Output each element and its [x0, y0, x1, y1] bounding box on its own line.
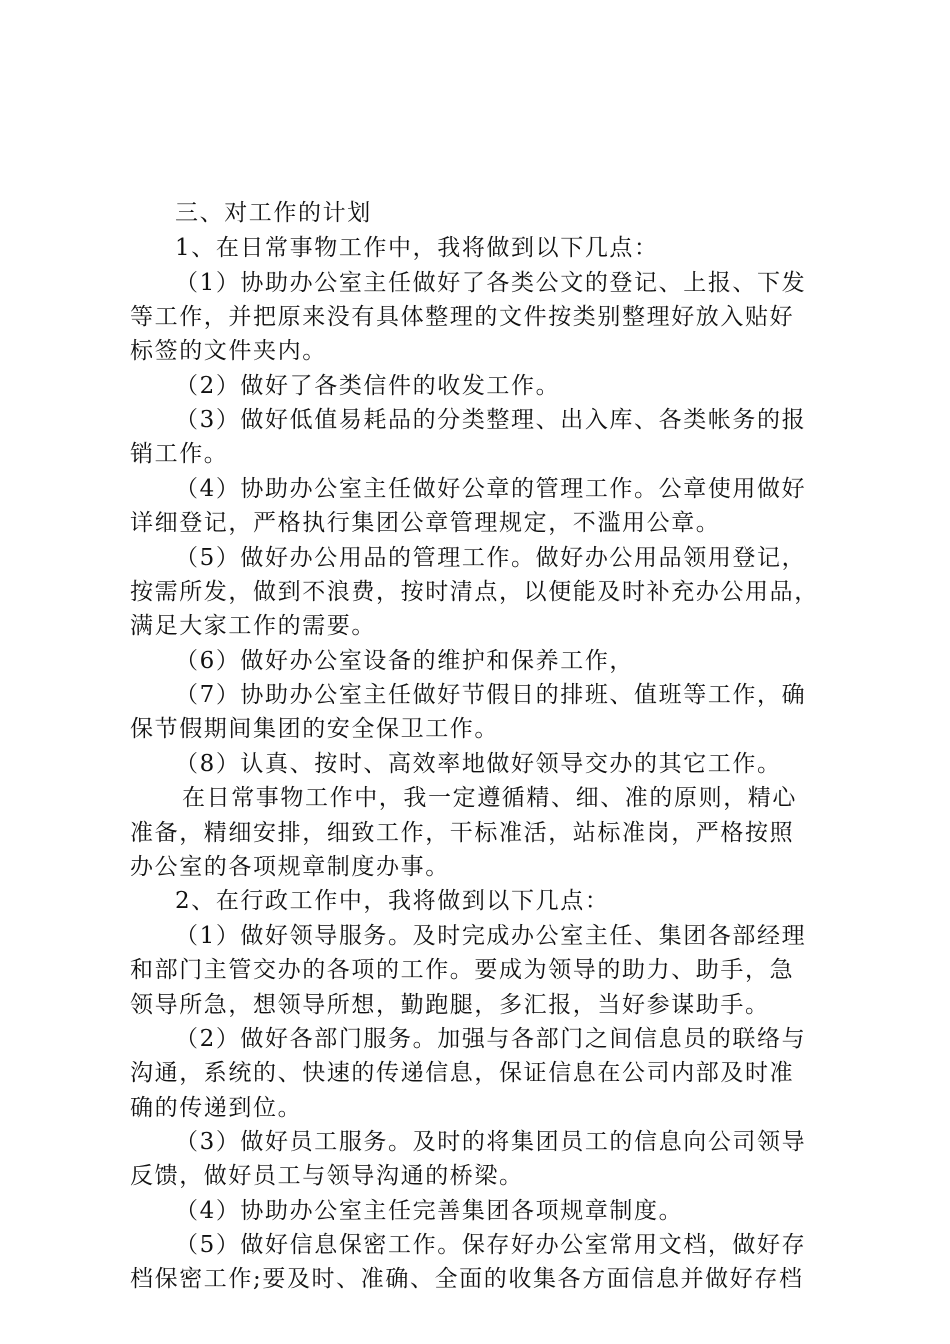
- paragraph-line: 办公室的各项规章制度办事。: [130, 854, 450, 880]
- paragraph-line: （5）做好办公用品的管理工作。做好办公用品领用登记，: [175, 545, 807, 571]
- paragraph-line: （1）做好领导服务。及时完成办公室主任、集团各部经理: [175, 923, 807, 949]
- paragraph-line: 保节假期间集团的安全保卫工作。: [130, 716, 499, 742]
- paragraph-line: （4）协助办公室主任完善集团各项规章制度。: [175, 1198, 684, 1224]
- paragraph-line: 和部门主管交办的各项的工作。要成为领导的助力、助手，急: [130, 957, 795, 983]
- paragraph-line: 销工作。: [130, 441, 229, 467]
- paragraph-line: （3）做好员工服务。及时的将集团员工的信息向公司领导: [175, 1129, 807, 1155]
- paragraph-line: （8）认真、按时、高效率地做好领导交办的其它工作。: [175, 751, 782, 777]
- paragraph-line: 领导所急，想领导所想，勤跑腿，多汇报，当好参谋助手。: [130, 992, 770, 1018]
- subsection-heading: 1、在日常事物工作中，我将做到以下几点：: [175, 235, 659, 261]
- paragraph-line: 准备，精细安排，细致工作，干标准活，站标准岗，严格按照: [130, 820, 795, 846]
- paragraph-line: 等工作，并把原来没有具体整理的文件按类别整理好放入贴好: [130, 304, 795, 330]
- paragraph-line: 满足大家工作的需要。: [130, 613, 376, 639]
- paragraph-line: （5）做好信息保密工作。保存好办公室常用文档，做好存: [175, 1232, 807, 1258]
- paragraph-line: （2）做好各部门服务。加强与各部门之间信息员的联络与: [175, 1026, 807, 1052]
- paragraph-line: （2）做好了各类信件的收发工作。: [175, 373, 561, 399]
- paragraph-line: 标签的文件夹内。: [130, 338, 327, 364]
- paragraph-line: （7）协助办公室主任做好节假日的排班、值班等工作，确: [175, 682, 807, 708]
- paragraph-line: （3）做好低值易耗品的分类整理、出入库、各类帐务的报: [175, 407, 807, 433]
- paragraph-line: 在日常事物工作中，我一定遵循精、细、准的原则，精心: [182, 785, 797, 811]
- paragraph-line: 详细登记，严格执行集团公章管理规定，不滥用公章。: [130, 510, 721, 536]
- paragraph-line: 档保密工作;要及时、准确、全面的收集各方面信息并做好存档: [130, 1266, 804, 1292]
- paragraph-line: （4）协助办公室主任做好公章的管理工作。公章使用做好: [175, 476, 807, 502]
- paragraph-line: （1）协助办公室主任做好了各类公文的登记、上报、下发: [175, 270, 807, 296]
- section-heading: 三、对工作的计划: [175, 200, 372, 226]
- paragraph-line: 按需所发，做到不浪费，按时清点，以便能及时补充办公用品，: [130, 579, 819, 605]
- paragraph-line: 沟通，系统的、快速的传递信息，保证信息在公司内部及时准: [130, 1060, 795, 1086]
- paragraph-line: 反馈，做好员工与领导沟通的桥梁。: [130, 1163, 524, 1189]
- subsection-heading: 2、在行政工作中，我将做到以下几点：: [175, 888, 610, 914]
- paragraph-line: 确的传递到位。: [130, 1095, 303, 1121]
- paragraph-line: （6）做好办公室设备的维护和保养工作，: [175, 648, 635, 674]
